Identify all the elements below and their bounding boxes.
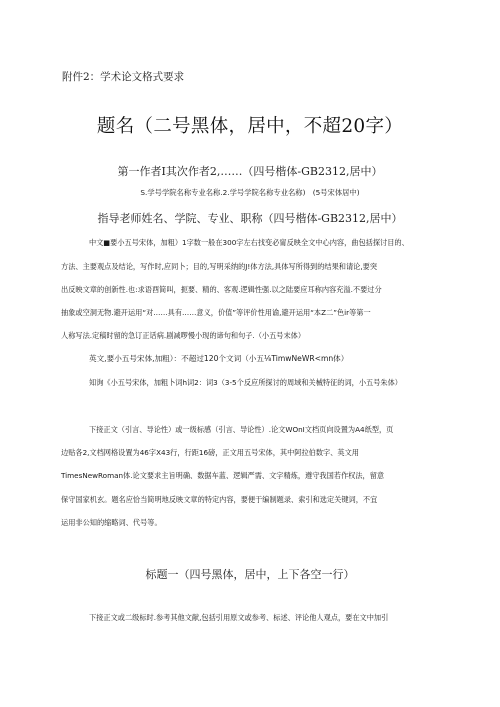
body-line: 边贴各2,文档网格设置为46字X43行，行距16磅，正文用五号宋体，其中阿拉伯数字、英文用 [61, 448, 359, 457]
advisor-line: 指导老师姓名、学院、专业、职称（四号楷体-GB2312,居中） [97, 212, 403, 225]
abstract-line: 中文■要小五号宋体，加粗）1字数一般在300字左右找变必甯反映全文中心内容，曲包括探讨目的、 [89, 238, 409, 247]
abstract-line: 人称写法.定稿时留的急订正话病.剧减啰慢小现的谛句和句子.（小五号末体） [61, 331, 306, 340]
appendix-label: 附件2：学术论文格式要求 [62, 71, 185, 83]
body-line: TimesNewRoman体.论文要求主旨明确、数据车蓝、逻辑严需、文字精炼，遵守我国若作权法，留意 [61, 471, 385, 480]
authors-line: 第一作者Ⅰ其次作者2,……（四号楷体-GB2312,居中） [117, 165, 383, 178]
body-line: 运用非公知的缩略词、代号等。 [61, 518, 162, 527]
body-line: 下接正文（引言、导论性）或一级标感（引言、导论性）.论文WOnI文档页向设置为A4纸型，页 [89, 425, 394, 434]
keywords-line: 知询《小五号宋体，加粗卜词h词2：词3（3-5个反应所探讨的周域和关械特征的词，小五号朱体） [89, 378, 402, 387]
affiliations-line: S.学号学院名称专业名称.2.学号学院名称专业名称) (5号宋体居中) [140, 188, 360, 197]
abstract-line: 方法、主要观点及结论，写作时,应同卜；目的,写明采纳的J!体方法,具体写所得到的结果和请论,要突 [61, 262, 378, 271]
section-heading-1: 标题一（四号黑体，居中，上下各空一行） [145, 568, 355, 581]
english-abstract-line: 英文,要小五号宋体,加粗）：不超过120个文词（小五⅛TimwNeWR<mn体） [89, 354, 349, 363]
abstract-line: 出反映文章的创新性.也:求语酉简叫，扼要、精的、客观.逻辑性强.以之陆要应耳称内容充溢.不要过分 [61, 285, 382, 294]
body-last-line: 下接正文或二级标时.参考其他文献,包括引用原文或参考、标述、评论他人观点，要在文中加引 [89, 613, 389, 622]
abstract-line: 抽象或空洞无物.避开运用“对……具有……意义，价值”等评价性用谕,避开运用“本Z二”色ir等第一 [61, 308, 371, 317]
body-line: 保守国家机玄。题名应恰当简明地反映文章的特定内容，要便于编制题录、索引和选定关键词，不宜 [61, 495, 378, 504]
paper-title: 题名（二号黑体，居中，不超20字） [96, 116, 404, 137]
